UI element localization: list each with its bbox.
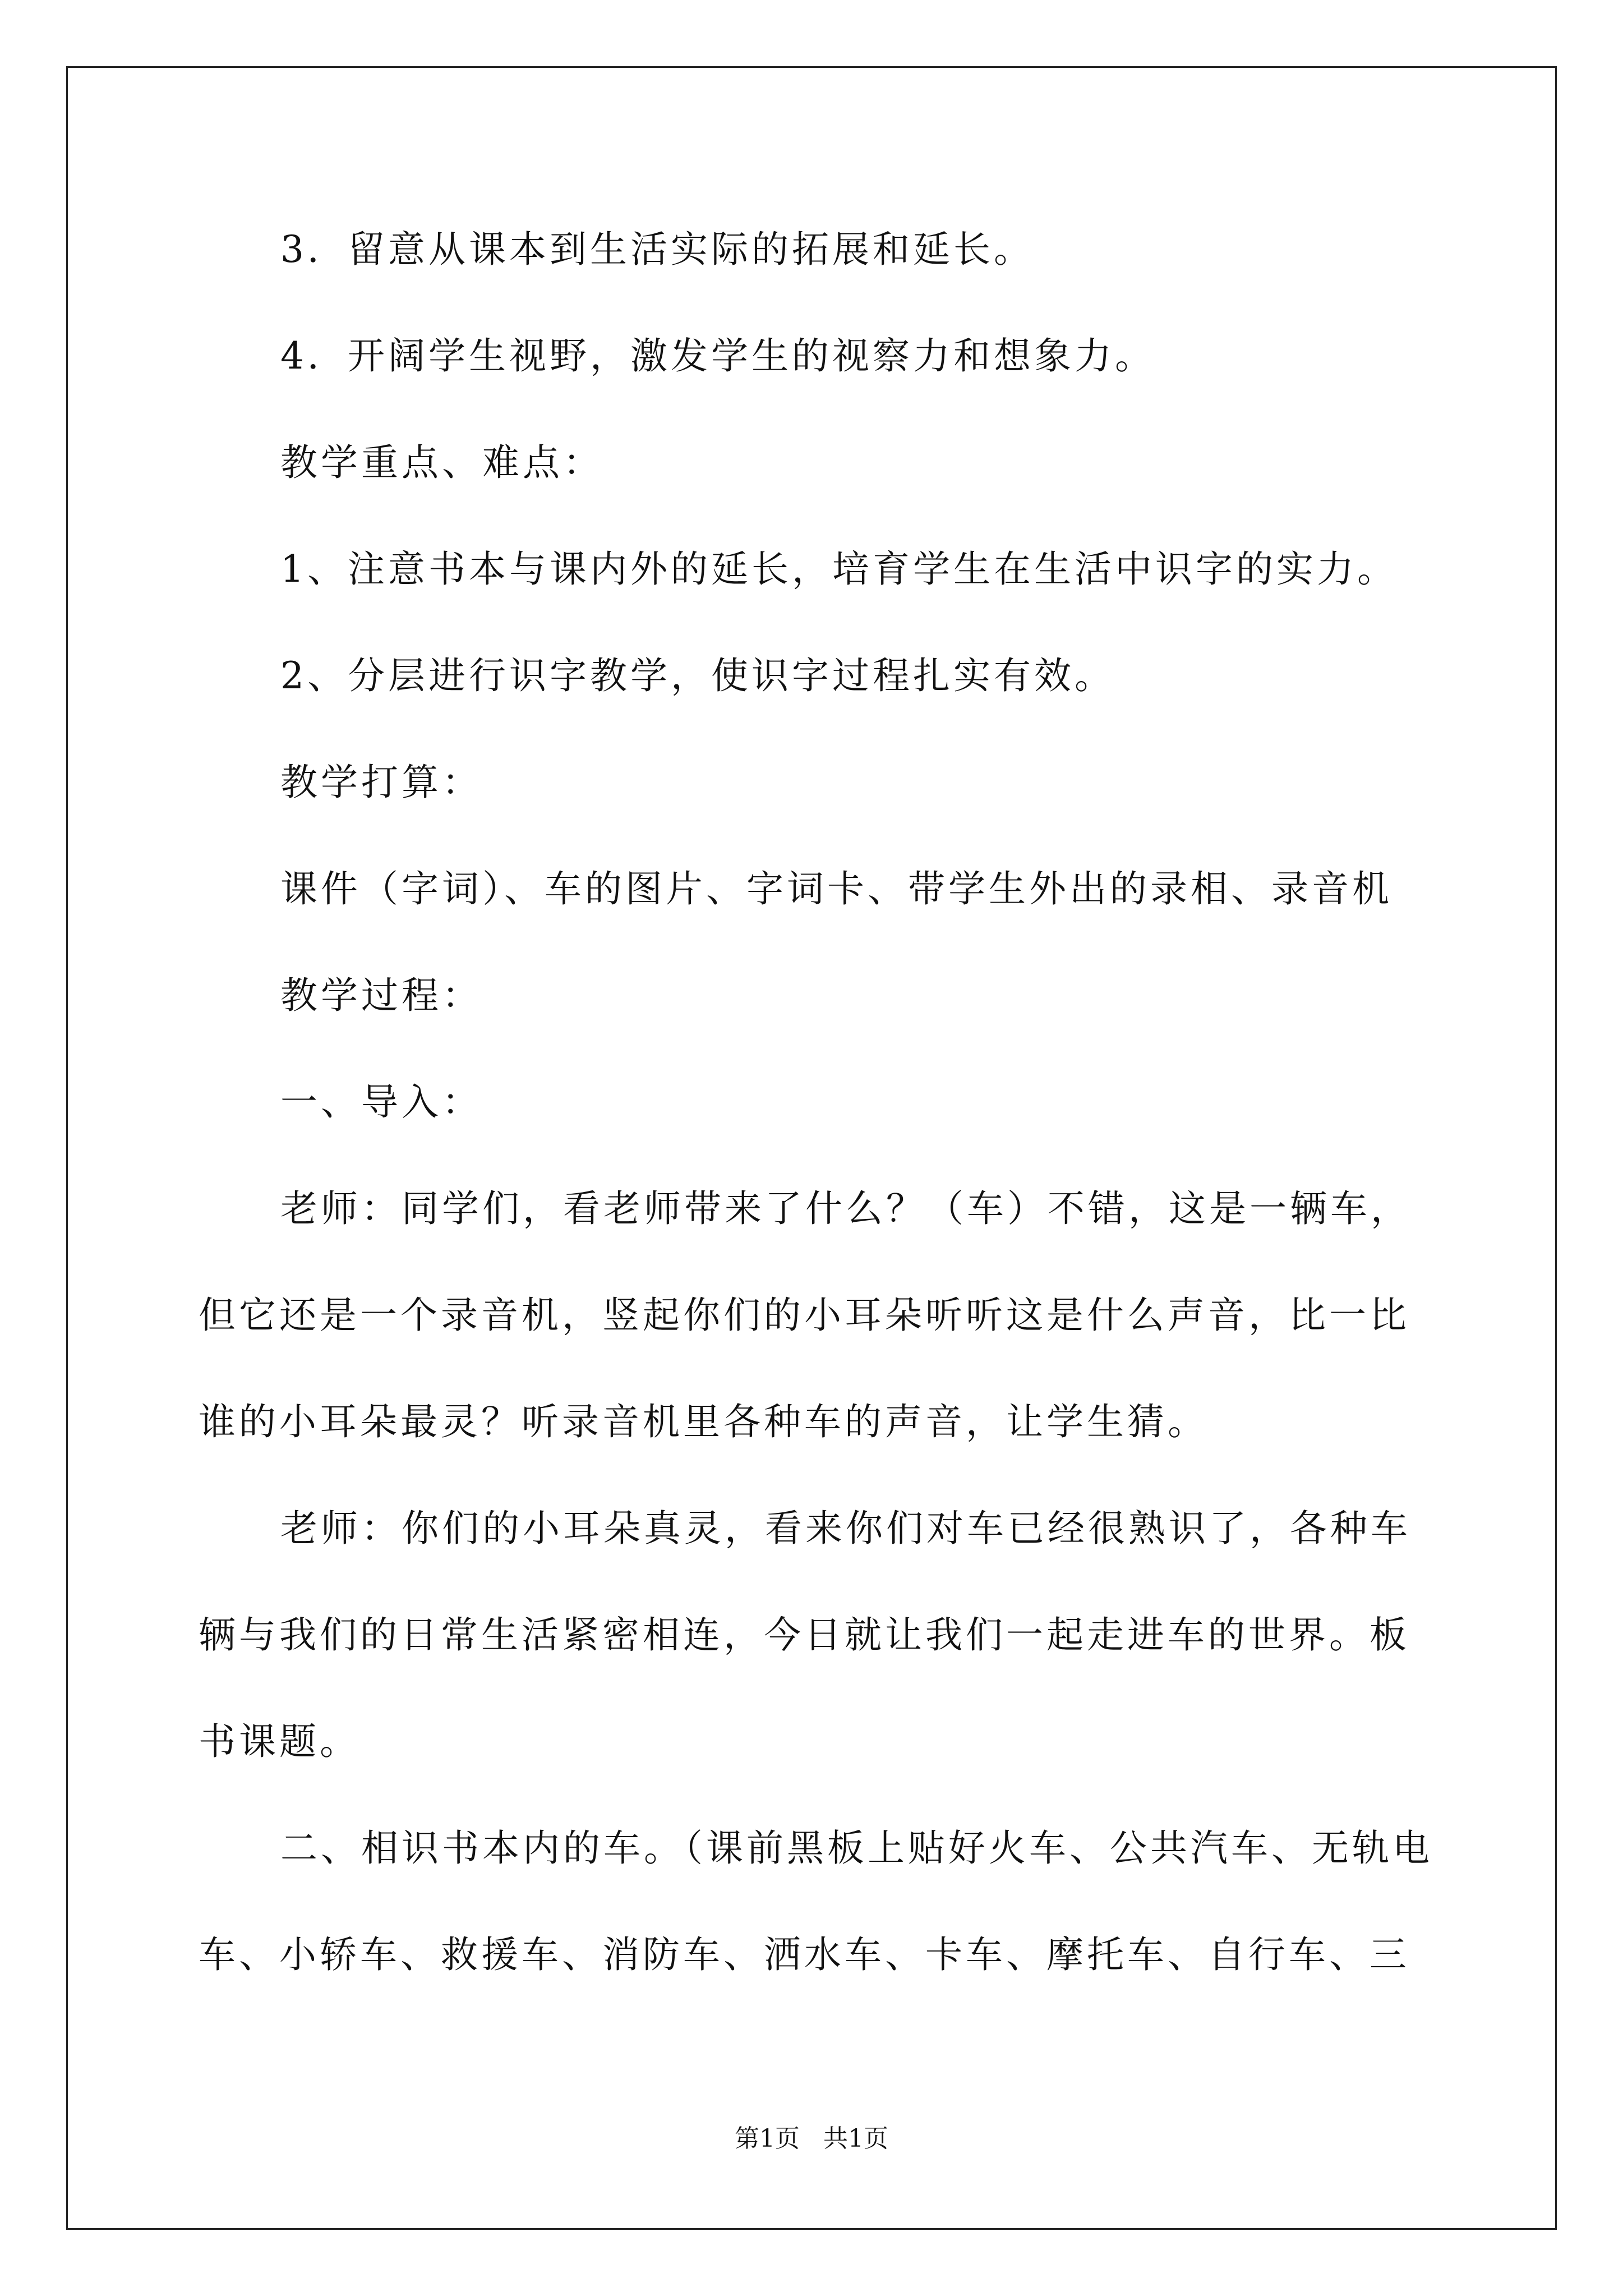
paragraph-line: 老师：你们的小耳朵真灵，看来你们对车已经很熟识了，各种车	[280, 1507, 1411, 1550]
paragraph-line: 但它还是一个录音机，竖起你们的小耳朵听听这是什么声音，比一比	[199, 1294, 1410, 1337]
page-footer: 第1页 共1页	[735, 2124, 888, 2153]
paragraph-line: 辆与我们的日常生活紧密相连，今日就让我们一起走进车的世界。板	[199, 1613, 1410, 1657]
paragraph-line: 谁的小耳朵最灵？听录音机里各种车的声音，让学生猜。	[199, 1400, 1208, 1443]
text-line: 3．留意从课本到生活实际的拓展和延长。	[280, 228, 1034, 271]
page-border	[66, 66, 1557, 2230]
section-heading: 教学打算：	[280, 761, 482, 804]
section-heading: 一、导入：	[280, 1080, 482, 1124]
section-heading: 教学重点、难点：	[280, 441, 603, 484]
paragraph-line: 书课题。	[199, 1720, 360, 1763]
text-line: 4．开阔学生视野，激发学生的视察力和想象力。	[280, 334, 1155, 378]
paragraph-line: 二、相识书本内的车。（课前黑板上贴好火车、公共汽车、无轨电	[280, 1826, 1433, 1870]
section-heading: 教学过程：	[280, 974, 482, 1017]
text-line: 1、注意书本与课内外的延长，培育学生在生活中识字的实力。	[280, 547, 1398, 591]
text-line: 2、分层进行识字教学，使识字过程扎实有效。	[280, 654, 1115, 697]
paragraph-line: 车、小轿车、救援车、消防车、洒水车、卡车、摩托车、自行车、三	[199, 1933, 1410, 1976]
paragraph-line: 老师：同学们，看老师带来了什么？（车）不错，这是一辆车，	[280, 1187, 1411, 1230]
text-line: 课件（字词）、车的图片、字词卡、带学生外出的录相、录音机	[280, 867, 1393, 910]
